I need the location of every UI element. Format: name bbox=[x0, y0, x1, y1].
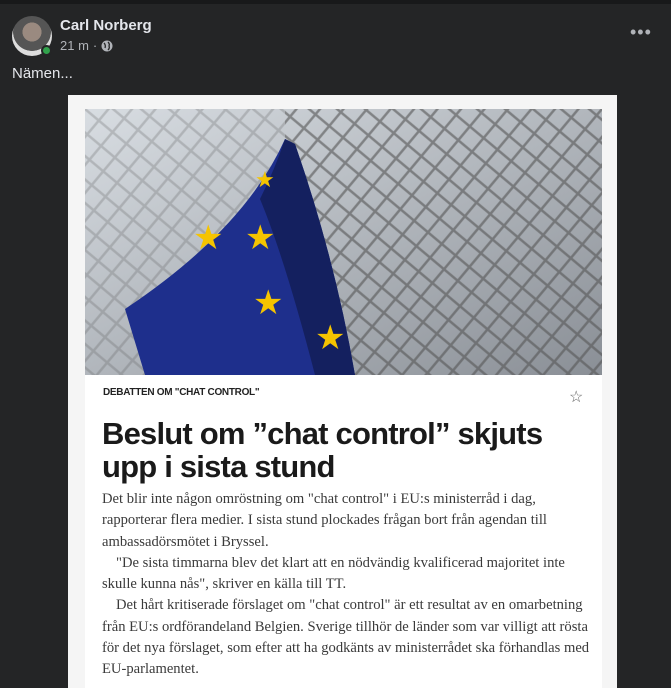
author-name[interactable]: Carl Norberg bbox=[60, 17, 152, 34]
svg-text:★: ★ bbox=[255, 167, 275, 192]
more-options-button[interactable]: ••• bbox=[630, 22, 652, 42]
article-paragraph: "De sista timmarna blev det klart att en nödvändig kvalificerad majoritet inte skulle kunna nås", skriver en källa till TT. bbox=[102, 554, 565, 593]
separator: · bbox=[92, 38, 98, 53]
svg-text:★: ★ bbox=[193, 219, 224, 257]
post-time[interactable]: 21 m bbox=[60, 38, 89, 53]
article-excerpt bbox=[85, 375, 602, 688]
article-paragraph: Det blir inte någon omröstning om "chat control" i EU:s ministerråd i dag, rapporterar flera medier. I sista stund plockades frågan bort från agendan till ambassadörsmötet i Bryssel. bbox=[102, 491, 547, 550]
online-indicator bbox=[41, 45, 52, 56]
globe-icon bbox=[101, 40, 113, 52]
article-headline: Beslut om ”chat control” skjuts upp i sista stund bbox=[102, 416, 543, 484]
article-photo bbox=[85, 109, 602, 375]
svg-text:★: ★ bbox=[245, 219, 276, 257]
article-kicker: DEBATTEN OM "CHAT CONTROL" bbox=[103, 387, 260, 398]
svg-text:★: ★ bbox=[253, 284, 284, 322]
bookmark-star-icon: ☆ bbox=[569, 389, 584, 406]
article-body bbox=[102, 489, 592, 681]
article-paragraph: Det hårt kritiserade förslaget om "chat control" är ett resultat av en omarbetning från EU:s ordförandeland Belgien. Sverige tillhör de länder som var villigt att rösta för det nya förslaget, som efter att ha godkänts av ministerrådet ska förhandlas med EU-parlamentet. bbox=[102, 597, 590, 678]
post-text: Nämen... bbox=[12, 65, 73, 82]
svg-text:★: ★ bbox=[315, 319, 346, 357]
post-meta bbox=[60, 38, 113, 53]
top-bar bbox=[0, 0, 671, 4]
